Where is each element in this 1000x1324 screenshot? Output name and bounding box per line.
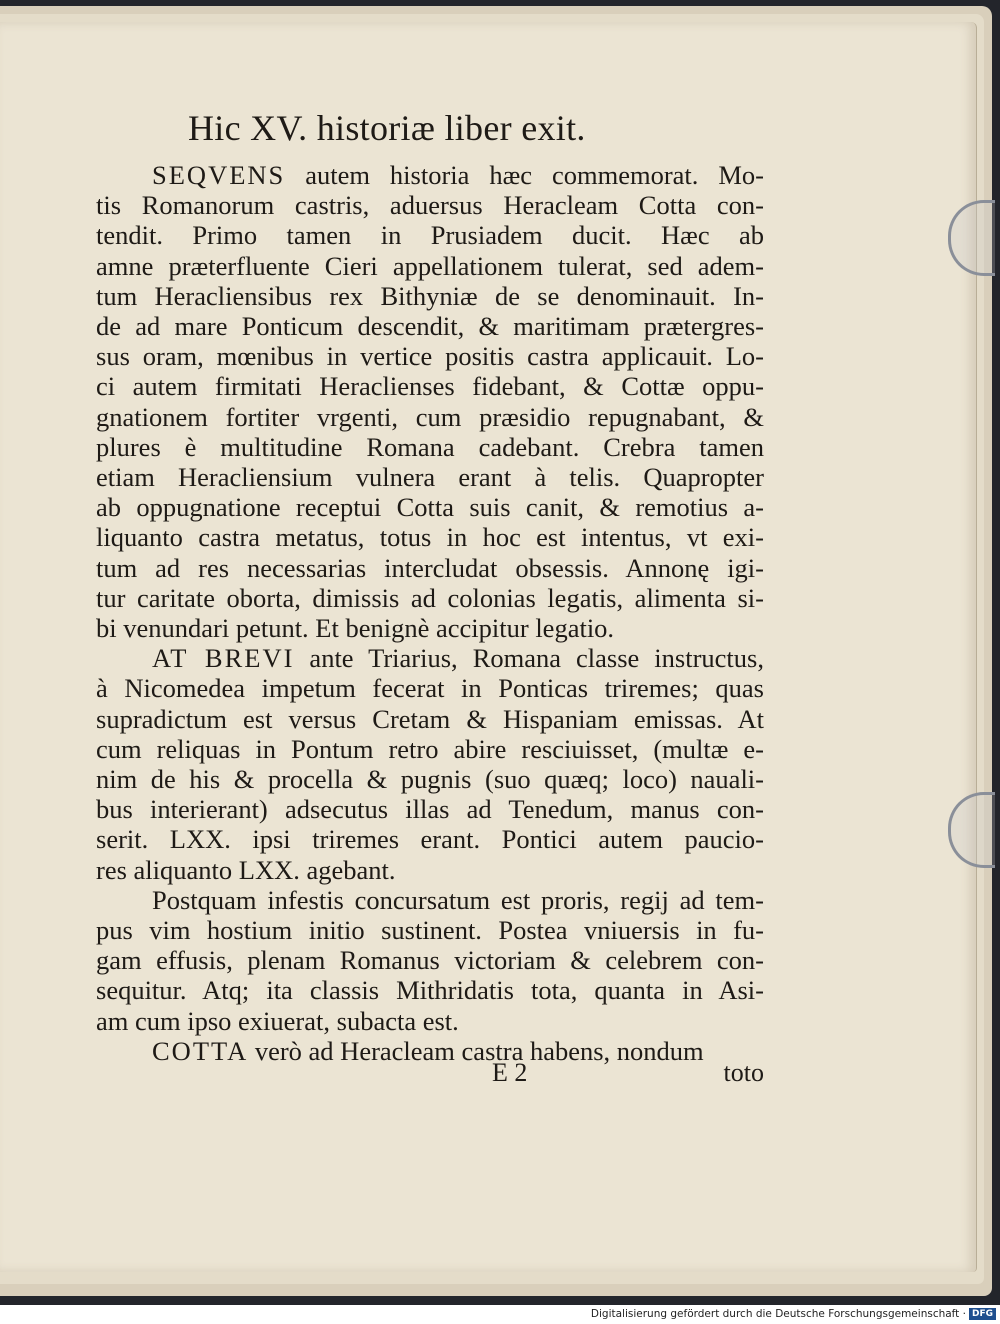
- line-text: tis Romanorum castris, aduersus Heracleam Cotta con-: [96, 190, 764, 221]
- line-text: verò ad Heracleam castra habens, nondum: [248, 1035, 704, 1066]
- line-text: à Nicomedea impetum fecerat in Ponticas triremes; quas: [96, 673, 764, 704]
- line-text: tur caritate oborta, dimissis ad colonias legatis, alimenta si-: [96, 582, 764, 613]
- text-line: [96, 371, 764, 401]
- line-text: plures è multitudine Romana cadebant. Crebra tamen: [96, 431, 764, 462]
- text-line: [96, 220, 764, 250]
- text-line: [96, 522, 764, 552]
- line-text: serit. LXX. ipsi triremes erant. Pontici autem paucio-: [96, 824, 764, 855]
- line-text: ci autem firmitati Heraclienses fidebant, & Cottæ oppu-: [96, 371, 764, 402]
- text-line: [96, 462, 764, 492]
- text-line: [96, 583, 764, 613]
- text-line: [96, 704, 764, 734]
- text-line: [96, 1006, 764, 1036]
- text-line: [96, 734, 764, 764]
- text-line: [96, 885, 764, 915]
- page-body: [96, 108, 764, 1066]
- line-text: gnationem fortiter vrgenti, cum præsidio repugnabant, &: [96, 401, 764, 432]
- line-text: tum ad res necessarias intercludat obsessis. Annonę igi-: [96, 552, 764, 583]
- text-line: [96, 492, 764, 522]
- digitization-credit: [591, 1306, 996, 1322]
- line-text: ab oppugnatione receptui Cotta suis canit, & remotius a-: [96, 492, 764, 523]
- line-text: bus interierant) adsecutus illas ad Tenedum, manus con-: [96, 794, 764, 825]
- text-line: [96, 643, 764, 673]
- line-text: res aliquanto LXX. agebant.: [96, 854, 396, 885]
- text-line: [96, 432, 764, 462]
- line-text: pus vim hostium initio sustinent. Postea vniuersis in fu-: [96, 915, 764, 946]
- text-line: [96, 341, 764, 371]
- line-text: amne præterfluente Cieri appellationem tulerat, sed adem-: [96, 250, 764, 281]
- dfg-logo-icon: DFG: [969, 1308, 996, 1320]
- line-text: liquanto castra metatus, totus in hoc est intentus, vt exi-: [96, 522, 764, 553]
- line-text: supradictum est versus Cretam & Hispaniam emissas. At: [96, 703, 764, 734]
- line-text: am cum ipso exiuerat, subacta est.: [96, 1005, 459, 1036]
- section-initial-caps: AT BREVI: [152, 643, 295, 674]
- text-line: [96, 553, 764, 583]
- line-text: tum Heracliensibus rex Bithyniæ de se denominauit. In-: [96, 280, 764, 311]
- line-text: cum reliquas in Pontum retro abire resciuisset, (multæ e-: [96, 733, 764, 764]
- text-line: [96, 975, 764, 1005]
- paragraphs: [96, 160, 764, 1066]
- text-line: [96, 794, 764, 824]
- credit-text: Digitalisierung gefördert durch die Deutsche Forschungsgemeinschaft ·: [590, 1308, 966, 1320]
- line-text: bi venundari petunt. Et benignè accipitur legatio.: [96, 613, 615, 644]
- line-text: sus oram, mœnibus in vertice positis castra applicauit. Lo-: [96, 341, 764, 372]
- text-line: [96, 945, 764, 975]
- text-line: [96, 281, 764, 311]
- text-line: [96, 673, 764, 703]
- line-text: de ad mare Ponticum descendit, & maritimam prætergres-: [96, 311, 764, 342]
- line-text: ante Triarius, Romana classe instructus,: [294, 643, 764, 674]
- text-line: [96, 160, 764, 190]
- text-line: [96, 824, 764, 854]
- section-initial-caps: SEQVENS: [152, 160, 286, 190]
- line-text: etiam Heracliensium vulnera erant à telis. Quapropter: [96, 462, 764, 493]
- catchword: toto: [723, 1058, 764, 1087]
- line-text: autem historia hæc commemorat. Mo-: [285, 160, 764, 190]
- text-line: [96, 915, 764, 945]
- text-line: [96, 311, 764, 341]
- book-page: [0, 22, 977, 1272]
- text-line: [96, 855, 764, 885]
- text-line: [96, 613, 764, 643]
- text-line: [96, 1036, 764, 1066]
- text-line: [96, 190, 764, 220]
- line-text: gam effusis, plenam Romanus victoriam & celebrem con-: [96, 945, 764, 976]
- line-text: nim de his & procella & pugnis (suo quæq; loco) nauali-: [96, 764, 764, 795]
- page-title: Hic XV. historiæ liber exit.: [188, 108, 586, 148]
- text-line: [96, 402, 764, 432]
- signature-mark: E 2: [492, 1058, 528, 1087]
- line-text: tendit. Primo tamen in Prusiadem ducit. Hæc ab: [96, 220, 764, 251]
- section-initial-caps: COTTA: [152, 1035, 249, 1066]
- text-line: [96, 251, 764, 281]
- text-line: [96, 764, 764, 794]
- line-text: sequitur. Atq; ita classis Mithridatis tota, quanta in Asi-: [96, 975, 764, 1006]
- line-text: Postquam infestis concursatum est proris, regij ad tem-: [152, 884, 764, 915]
